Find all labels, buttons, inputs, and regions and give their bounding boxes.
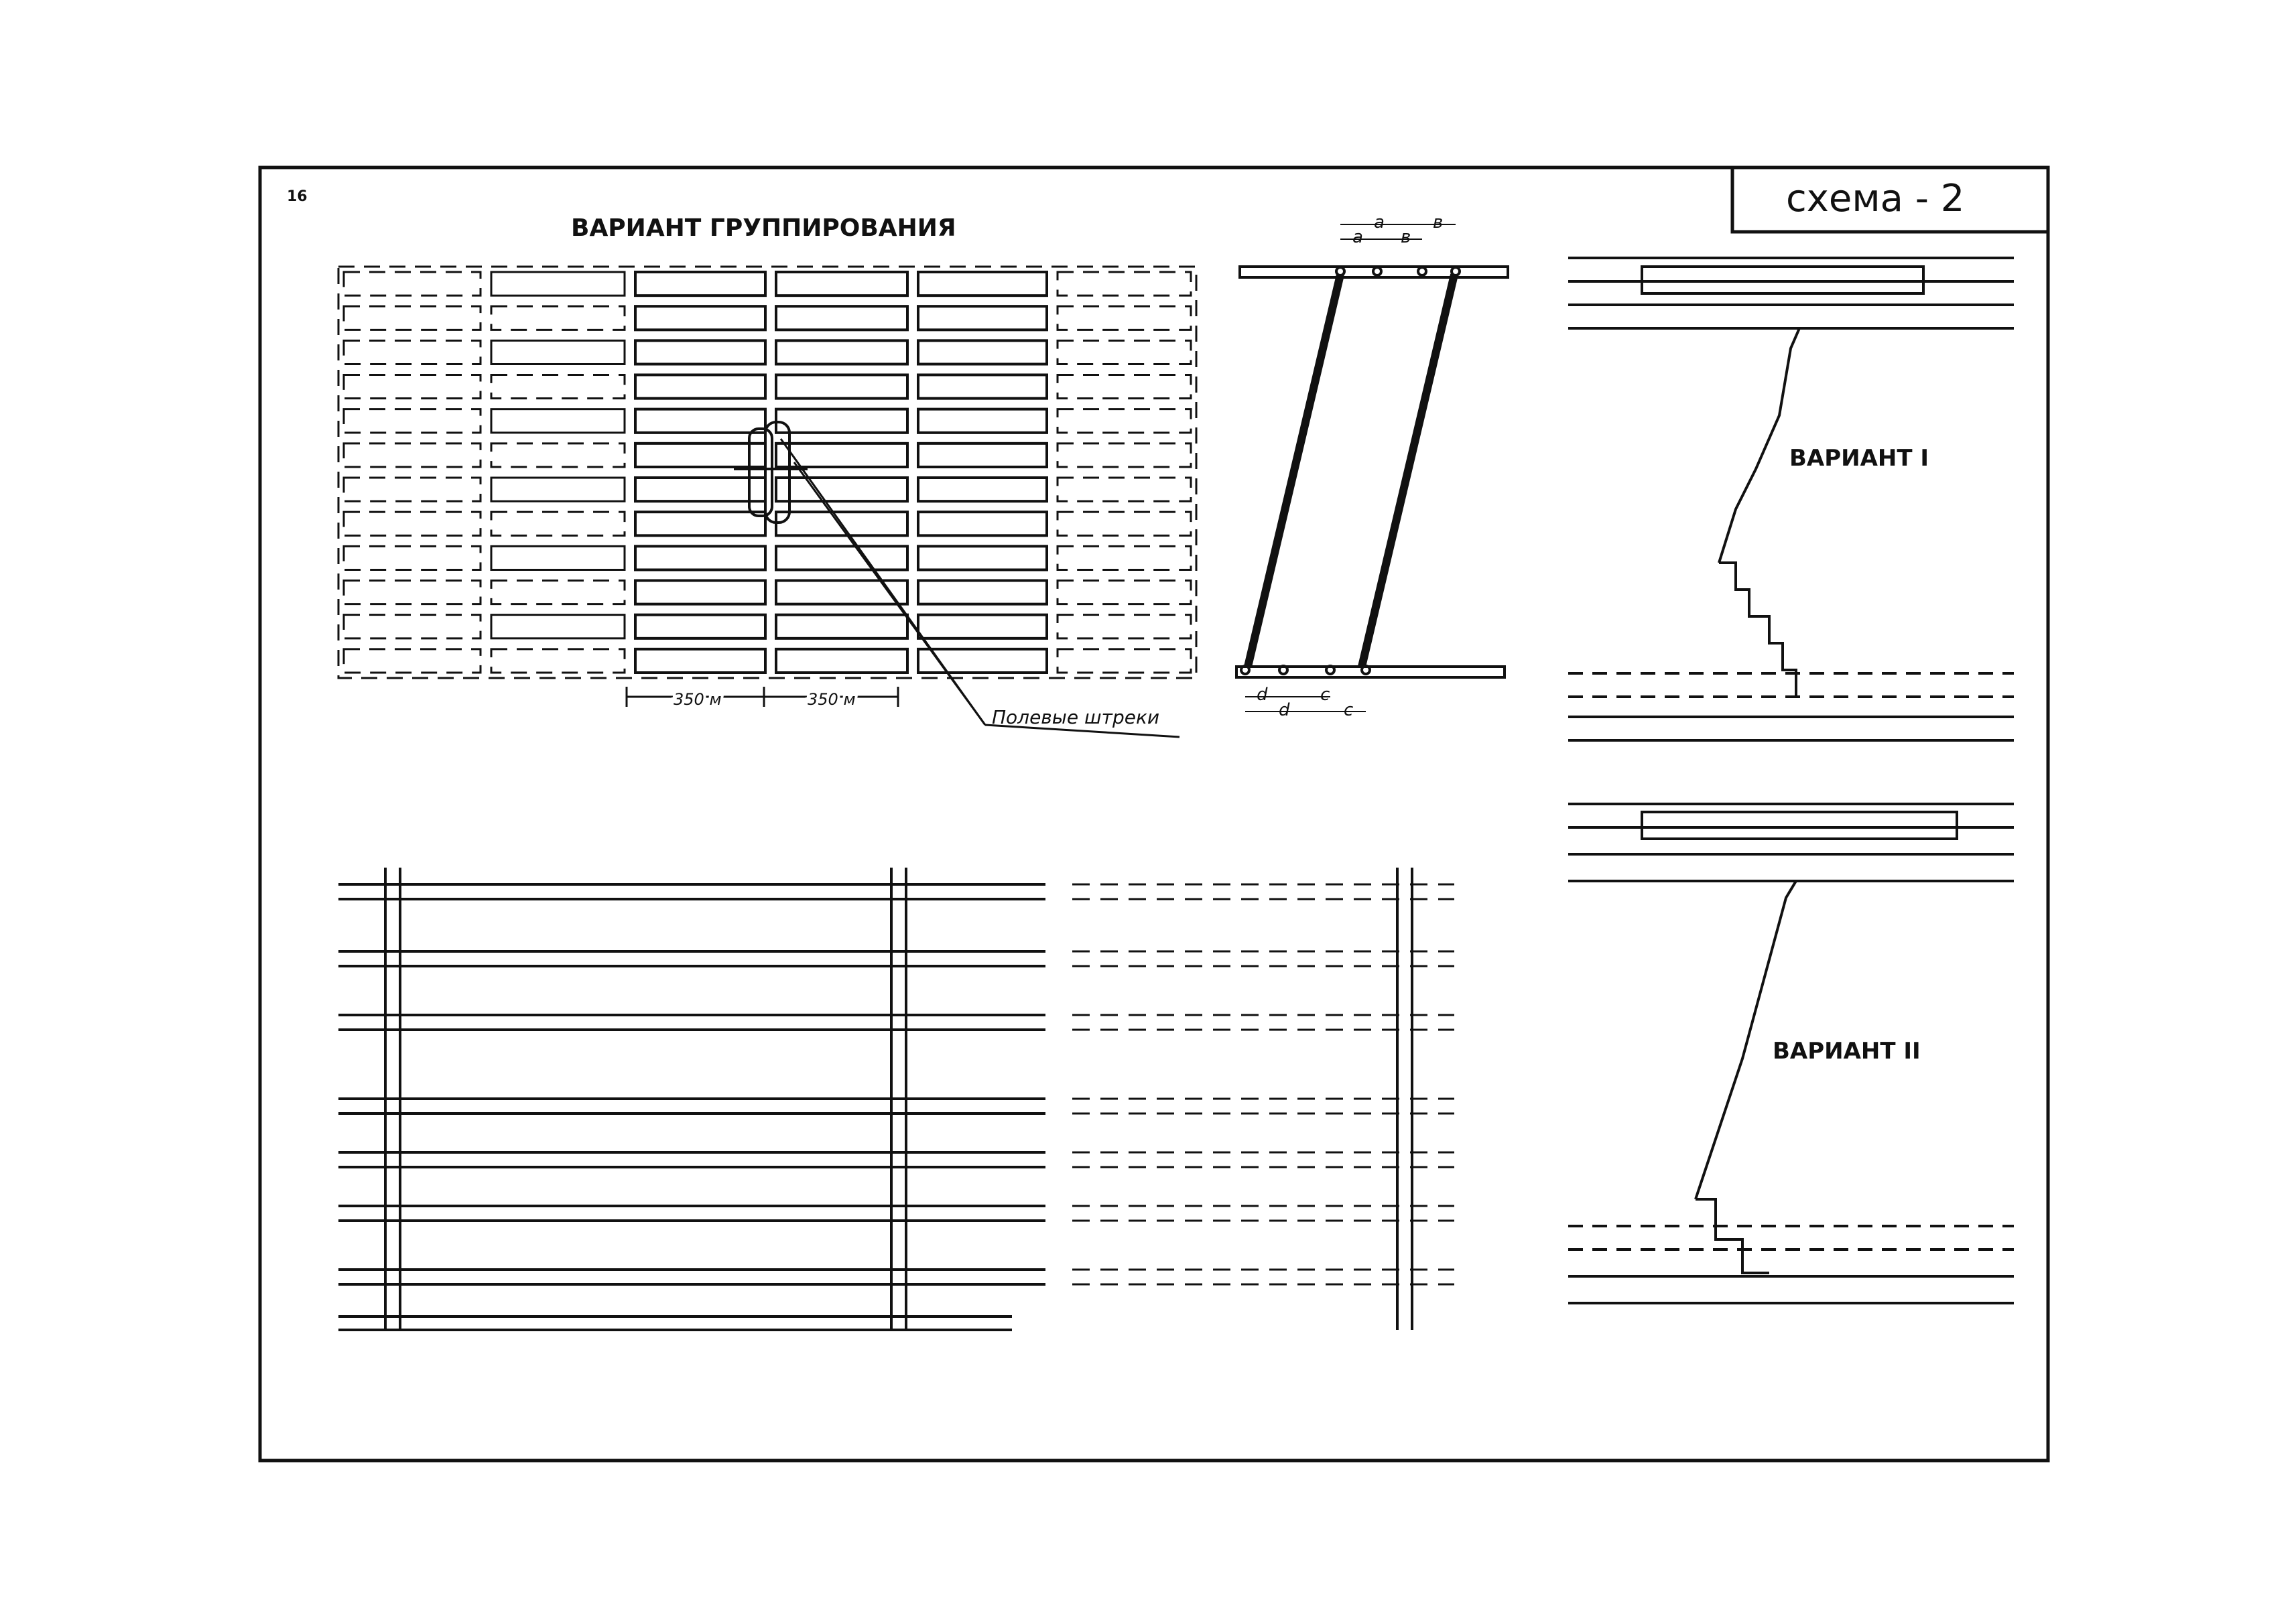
variant-2-diagram xyxy=(1568,804,2014,1303)
page-number: 16 xyxy=(287,188,308,205)
variant-2-title: ВАРИАНТ II xyxy=(1773,1038,1921,1065)
section-label-b2: в xyxy=(1401,227,1411,247)
inclined-section xyxy=(1236,212,1508,720)
dashed-panel xyxy=(1058,272,1191,295)
solid-panel xyxy=(776,546,907,569)
mixed-panel xyxy=(491,615,625,638)
dashed-panel xyxy=(344,444,481,467)
mixed-panel xyxy=(491,512,625,535)
solid-panel xyxy=(776,306,907,330)
solid-panel xyxy=(635,512,765,535)
dashed-panel xyxy=(344,546,481,569)
solid-panel xyxy=(635,649,765,673)
dashed-panel xyxy=(1058,581,1191,604)
solid-panel xyxy=(776,375,907,399)
dimension-lines xyxy=(627,687,898,707)
section-label-b1: в xyxy=(1433,212,1444,232)
mixed-panel xyxy=(491,546,625,569)
scheme-title: схема - 2 xyxy=(1786,177,1965,220)
solid-panel xyxy=(635,478,765,501)
mixed-panel xyxy=(491,272,625,295)
dashed-panel xyxy=(1058,615,1191,638)
section-label-d2: d xyxy=(1279,700,1290,720)
dimension-right: 350 м xyxy=(808,690,856,709)
solid-panel xyxy=(918,581,1047,604)
section-label-c1: c xyxy=(1320,685,1330,705)
solid-panel xyxy=(635,375,765,399)
solid-panel xyxy=(635,444,765,467)
dashed-panel xyxy=(344,375,481,399)
dashed-panel xyxy=(1058,409,1191,433)
solid-panel xyxy=(776,478,907,501)
dashed-panel xyxy=(1058,340,1191,364)
dashed-panel xyxy=(344,306,481,330)
section-label-c2: c xyxy=(1344,700,1354,720)
dashed-panel xyxy=(344,615,481,638)
solid-panel xyxy=(635,615,765,638)
solid-panel xyxy=(776,649,907,673)
solid-panel xyxy=(918,615,1047,638)
solid-panel xyxy=(918,409,1047,433)
grouping-plan xyxy=(338,214,1196,737)
grouping-plan-title: ВАРИАНТ ГРУППИРОВАНИЯ xyxy=(571,214,956,242)
solid-panel xyxy=(918,546,1047,569)
dashed-panel xyxy=(344,340,481,364)
solid-panel xyxy=(918,478,1047,501)
solid-panel xyxy=(776,615,907,638)
solid-panel xyxy=(635,306,765,330)
solid-panel xyxy=(776,409,907,433)
dimension-left: 350 м xyxy=(674,690,722,709)
mixed-panel xyxy=(491,306,625,330)
dashed-panel xyxy=(1058,478,1191,501)
solid-panel xyxy=(635,340,765,364)
mixed-panel xyxy=(491,375,625,399)
solid-panel xyxy=(635,546,765,569)
dashed-panel xyxy=(344,649,481,673)
solid-panel xyxy=(776,272,907,295)
section-label-a2: a xyxy=(1352,227,1363,247)
solid-panel xyxy=(918,444,1047,467)
mixed-panel xyxy=(491,340,625,364)
dashed-panel xyxy=(1058,444,1191,467)
dashed-panel xyxy=(1058,546,1191,569)
sheet-frame xyxy=(260,167,2048,1461)
mixed-panel xyxy=(491,409,625,433)
solid-panel xyxy=(918,272,1047,295)
dashed-panel xyxy=(1058,649,1191,673)
mixed-panel xyxy=(491,581,625,604)
solid-panel xyxy=(635,581,765,604)
grouping-plan-outline xyxy=(338,267,1196,678)
mixed-panel xyxy=(491,444,625,467)
dashed-panel xyxy=(344,581,481,604)
variant-1-diagram xyxy=(1568,258,2014,740)
variant-1-title: ВАРИАНТ I xyxy=(1789,445,1929,472)
solid-panel xyxy=(918,306,1047,330)
development-plan xyxy=(338,868,1454,1330)
dashed-panel xyxy=(344,409,481,433)
solid-panel xyxy=(918,375,1047,399)
dashed-panel xyxy=(344,512,481,535)
solid-panel xyxy=(635,272,765,295)
dashed-panel xyxy=(344,272,481,295)
dashed-panel xyxy=(1058,375,1191,399)
solid-panel xyxy=(635,409,765,433)
dashed-panel xyxy=(1058,512,1191,535)
dashed-panel xyxy=(1058,306,1191,330)
field-drifts-label: Полевые штреки xyxy=(992,706,1160,728)
section-label-d1: d xyxy=(1257,685,1268,705)
solid-panel xyxy=(918,512,1047,535)
mixed-panel xyxy=(491,478,625,501)
dashed-panel xyxy=(344,478,481,501)
section-label-a1: a xyxy=(1374,212,1385,232)
solid-panel xyxy=(776,340,907,364)
mixed-panel xyxy=(491,649,625,673)
central-shaft-group xyxy=(734,422,808,523)
solid-panel xyxy=(918,340,1047,364)
